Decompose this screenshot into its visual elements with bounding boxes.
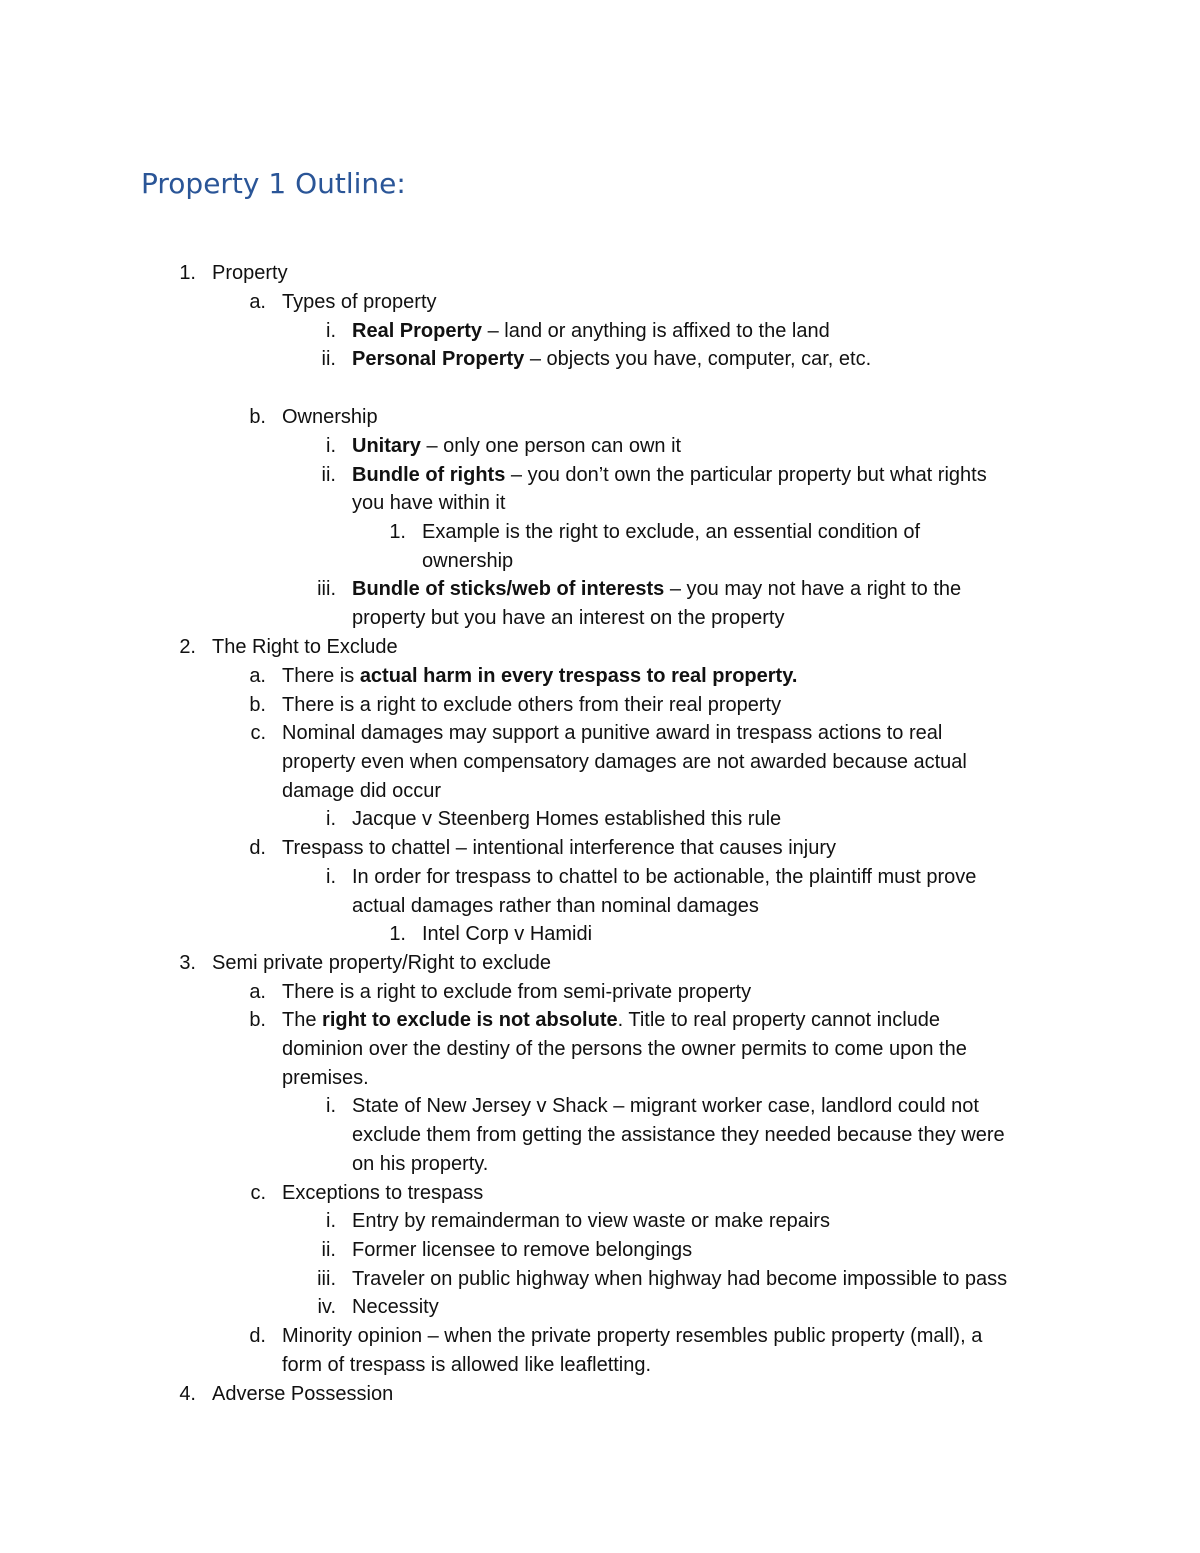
list-item-continuation: premises. [282, 1067, 369, 1089]
list-item-continuation: exclude them from getting the assistance they needed because they were [352, 1124, 1005, 1146]
list-item-continuation: damage did occur [282, 780, 441, 802]
list-item-continuation: actual damages rather than nominal damages [352, 895, 759, 917]
page-title: Property 1 Outline: [141, 167, 406, 200]
list-item-continuation: on his property. [352, 1153, 489, 1175]
list-item-continuation: ownership [422, 550, 514, 572]
list-item-continuation: dominion over the destiny of the persons the owner permits to come upon the [282, 1038, 967, 1060]
list-item-continuation: property but you have an interest on the property [352, 607, 785, 629]
list-item-continuation: property even when compensatory damages are not awarded because actual [282, 751, 967, 773]
list-item-continuation: form of trespass is allowed like leafletting. [282, 1354, 652, 1376]
list-item-continuation: you have within it [352, 492, 506, 514]
